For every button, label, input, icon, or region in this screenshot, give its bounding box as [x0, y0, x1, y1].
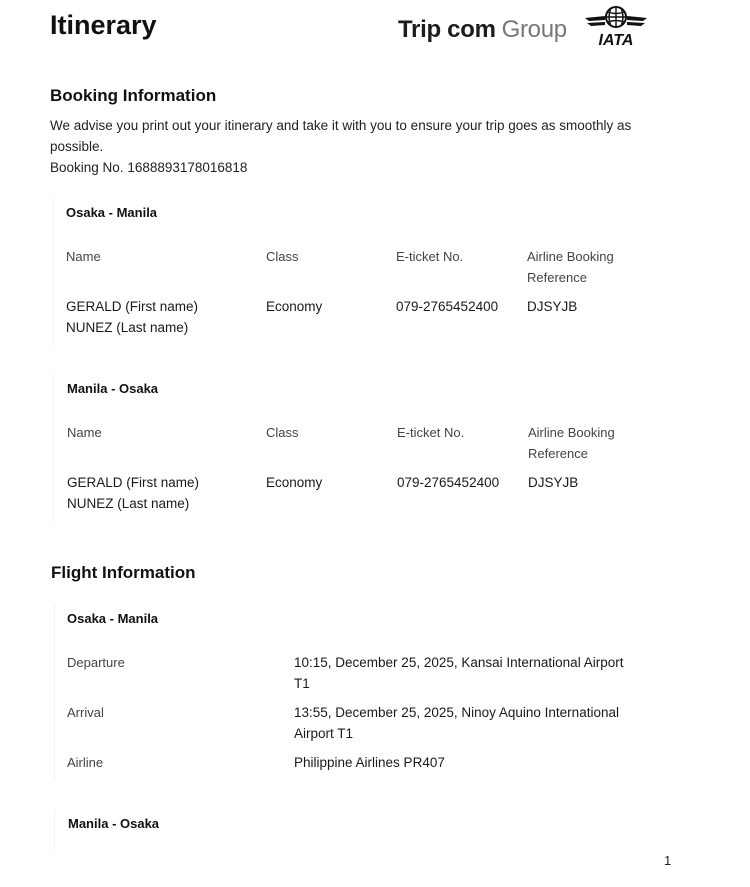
- eticket-number: 079-2765452400: [396, 299, 499, 314]
- column-header-eticket: E-ticket No.: [397, 425, 465, 440]
- airline-booking-reference: DJSYJB: [527, 299, 578, 314]
- flight-segment-route: Manila - Osaka: [68, 816, 160, 831]
- logo-group-text: Group: [501, 16, 567, 43]
- column-header-name: Name: [66, 249, 101, 264]
- flight-heading: Flight Information: [51, 563, 196, 582]
- column-header-class: Class: [266, 425, 299, 440]
- iata-logo: [583, 4, 649, 48]
- column-header-class: Class: [266, 249, 299, 264]
- iata-logo-text: IATA: [598, 32, 634, 48]
- page-number: 1: [664, 853, 672, 868]
- departure-label: Departure: [67, 655, 125, 670]
- column-header-eticket: E-ticket No.: [396, 249, 464, 264]
- booking-number-label: Booking No.: [50, 160, 124, 175]
- passenger-name: GERALD (First name) NUNEZ (Last name): [67, 475, 200, 511]
- flight-segment-route: Osaka - Manila: [67, 611, 159, 626]
- eticket-number: 079-2765452400: [397, 475, 500, 490]
- passenger-name: GERALD (First name) NUNEZ (Last name): [66, 299, 199, 335]
- passenger-class: Economy: [266, 475, 323, 490]
- booking-number: 1688893178016818: [127, 160, 248, 175]
- booking-number-line: [50, 157, 247, 178]
- airline-booking-reference: DJSYJB: [528, 475, 579, 490]
- booking-advice: We advise you print out your itinerary and take it with you to ensure your trip goes as smoothly as possible.: [50, 118, 632, 154]
- arrival-label: Arrival: [67, 705, 104, 720]
- column-header-name: Name: [67, 425, 102, 440]
- airline-label: Airline: [67, 755, 104, 770]
- passenger-class: Economy: [266, 299, 323, 314]
- booking-heading: Booking Information: [50, 86, 217, 105]
- departure-value: 10:15, December 25, 2025, Kansai International Airport T1: [294, 655, 624, 691]
- tripcom-group-logo: [398, 16, 567, 44]
- column-header-reference: Airline Booking Reference: [528, 425, 615, 461]
- passenger-route: Osaka - Manila: [66, 205, 158, 220]
- passenger-route: Manila - Osaka: [67, 381, 159, 396]
- arrival-value: 13:55, December 25, 2025, Ninoy Aquino International Airport T1: [294, 705, 619, 741]
- logo-trip-text: Trip com: [398, 16, 496, 43]
- airline-value: Philippine Airlines PR407: [294, 755, 445, 770]
- column-header-reference: Airline Booking Reference: [527, 249, 614, 285]
- page-title: Itinerary: [50, 10, 157, 40]
